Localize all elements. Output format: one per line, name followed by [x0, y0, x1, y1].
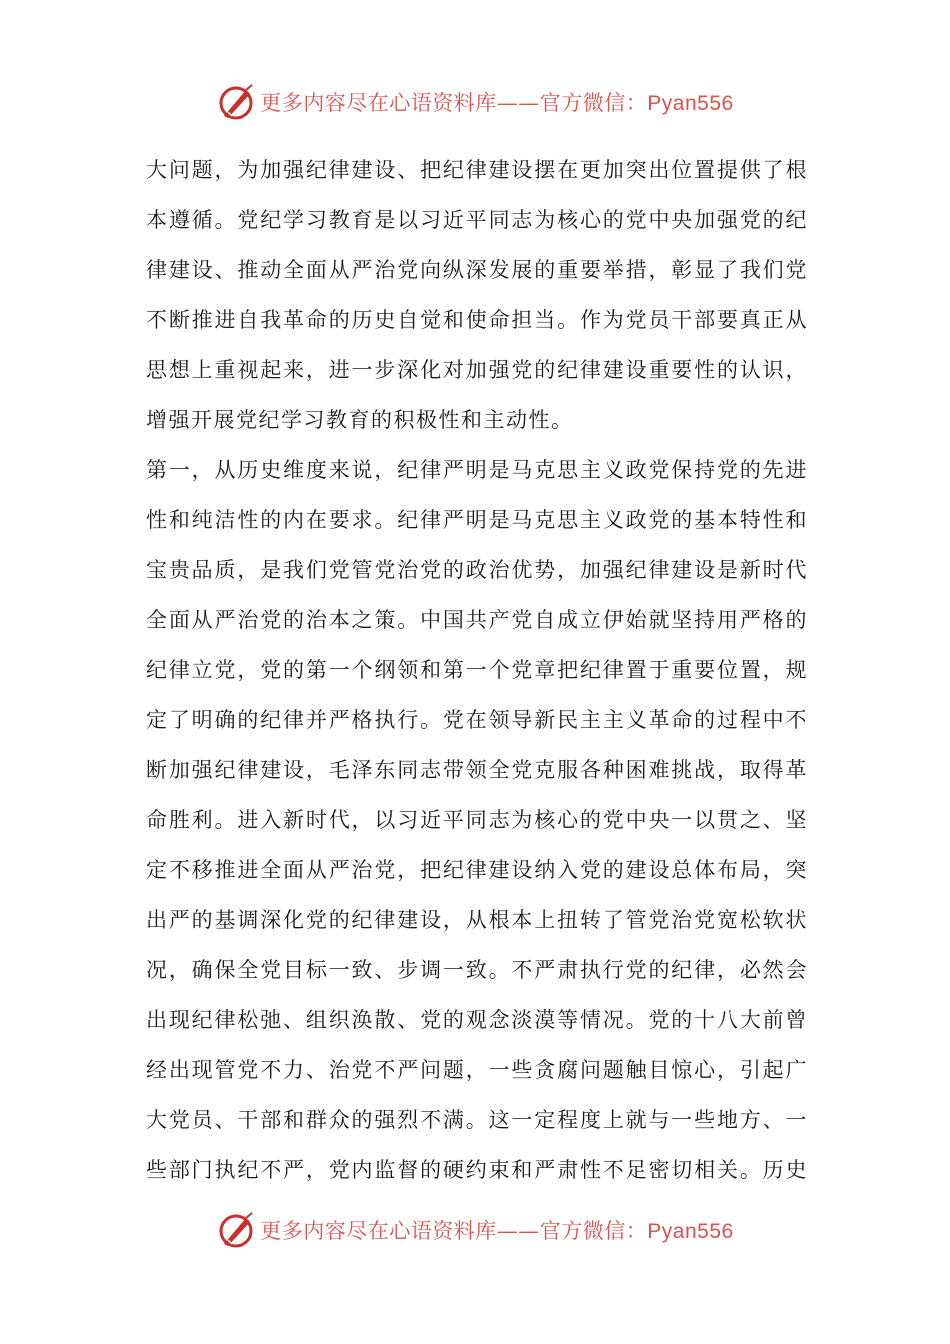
- text-line: 纪律立党，党的第一个纲领和第一个党章把纪律置于重要位置，规: [146, 658, 808, 682]
- text-line: 出严的基调深化党的纪律建设，从根本上扭转了管党治党宽松软状: [146, 908, 808, 932]
- text-line: 况，确保全党目标一致、步调一致。不严肃执行党的纪律，必然会: [146, 958, 808, 982]
- text-line: 律建设、推动全面从严治党向纵深发展的重要举措，彰显了我们党: [146, 258, 808, 282]
- text-line: 增强开展党纪学习教育的积极性和主动性。: [146, 408, 574, 432]
- text-line: 宝贵品质，是我们党管党治党的政治优势，加强纪律建设是新时代: [146, 558, 808, 582]
- text-line: 定了明确的纪律并严格执行。党在领导新民主主义革命的过程中不: [146, 708, 808, 732]
- footer-wechat-id: Pyan556: [647, 1220, 734, 1243]
- text-line: 出现纪律松弛、组织涣散、党的观念淡漠等情况。党的十八大前曾: [146, 1008, 808, 1032]
- pen-logo-icon: [216, 1210, 256, 1250]
- footer-banner-text: [260, 1215, 733, 1245]
- header-wechat-label: 官方微信：: [539, 91, 648, 115]
- header-banner: [0, 80, 950, 124]
- pen-logo-icon: [216, 82, 256, 122]
- text-line: 命胜利。进入新时代，以习近平同志为核心的党中央一以贯之、坚: [146, 808, 808, 832]
- text-line: 第一，从历史维度来说，纪律严明是马克思主义政党保持党的先进: [146, 458, 808, 482]
- text-line: 经出现管党不力、治党不严问题，一些贪腐问题触目惊心，引起广: [146, 1058, 808, 1082]
- header-banner-text: [260, 87, 733, 117]
- text-line: 本遵循。党纪学习教育是以习近平同志为核心的党中央加强党的纪: [146, 208, 808, 232]
- text-line: 性和纯洁性的内在要求。纪律严明是马克思主义政党的基本特性和: [146, 508, 808, 532]
- text-line: 定不移推进全面从严治党，把纪律建设纳入党的建设总体布局，突: [146, 858, 808, 882]
- text-line: 些部门执纪不严，党内监督的硬约束和严肃性不足密切相关。历史: [146, 1158, 808, 1182]
- footer-dash: ——: [496, 1219, 540, 1243]
- footer-site-text: 更多内容尽在心语资料库: [260, 1219, 497, 1243]
- paragraph-2: [146, 445, 808, 1195]
- text-line: 思想上重视起来，进一步深化对加强党的纪律建设重要性的认识，: [146, 358, 808, 382]
- footer-wechat-label: 官方微信：: [539, 1219, 648, 1243]
- text-line: 不断推进自我革命的历史自觉和使命担当。作为党员干部要真正从: [146, 308, 808, 332]
- paragraph-1: [146, 145, 808, 445]
- text-line: 全面从严治党的治本之策。中国共产党自成立伊始就坚持用严格的: [146, 608, 808, 632]
- document-body: [146, 145, 808, 1195]
- text-line: 大党员、干部和群众的强烈不满。这一定程度上就与一些地方、一: [146, 1108, 808, 1132]
- header-site-text: 更多内容尽在心语资料库: [260, 91, 497, 115]
- text-line: 断加强纪律建设，毛泽东同志带领全党克服各种困难挑战，取得革: [146, 758, 808, 782]
- header-wechat-id: Pyan556: [647, 92, 734, 115]
- header-dash: ——: [496, 91, 540, 115]
- footer-banner: [0, 1208, 950, 1252]
- text-line: 大问题，为加强纪律建设、把纪律建设摆在更加突出位置提供了根: [146, 158, 808, 182]
